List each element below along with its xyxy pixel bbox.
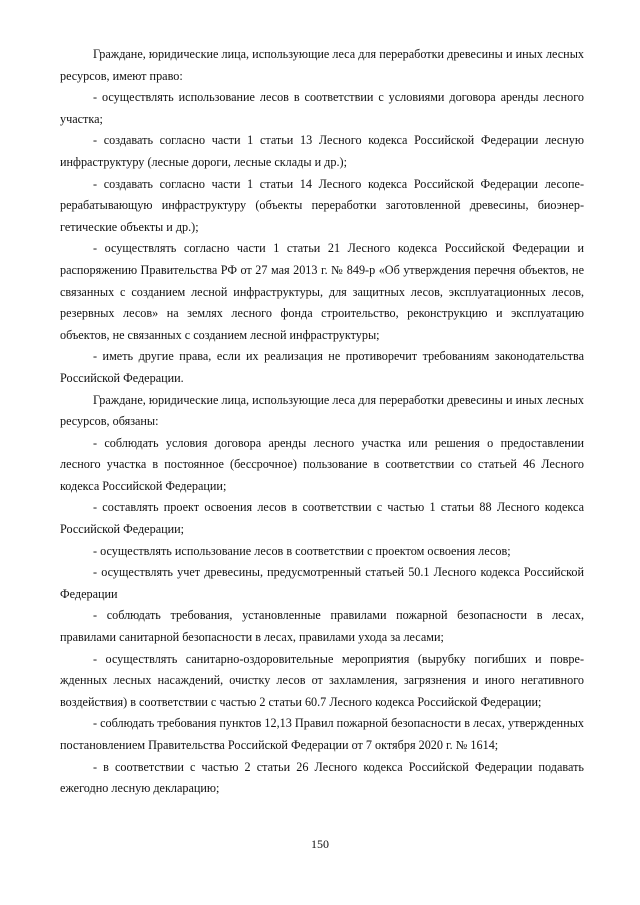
paragraph-obligation-fire-safety: - соблюдать требования пунктов 12,13 Правил пожарной безопасности в лесах, утвержденных постановлением Правительства Российской Федерации от 7 октября 2020 г. № 1614; [60, 716, 584, 752]
paragraph-right-construction: - осуществлять согласно части 1 статьи 21 Лесного кодекса Российской Федерации и распоряжению Правительства РФ от 27 мая 2013 г. № 849-р «Об утверждения перечня объектов, не связанных с созданием лесной инфраструктуры, для защитных лесов, эксплуатационных лесов, резервных лесов» на землях лесного фонда строительство, реконструкцию и эксплуатацию объектов, не связанных с созданием лесной инфраструктуры; [60, 241, 584, 342]
paragraph-right-use-forests: - осуществлять использование лесов в соответствии с условиями договора аренды лесного участка; [60, 90, 584, 126]
paragraph-obligations-intro: Граждане, юридические лица, использующие леса для переработки древесины и иных лесных ресурсов, обязаны: [60, 392, 584, 429]
paragraph-right-other: - иметь другие права, если их реализация не противоречит требованиям законодательства Российской Федерации. [60, 349, 584, 385]
page-number: 150 [311, 837, 329, 851]
paragraph-right-processing-infrastructure: - создавать согласно части 1 статьи 14 Лесного кодекса Российской Федерации лесоперерабатывающую инфраструктуру (объекты переработки заготовленной древесины, биоэнергетические объекты и др.); [60, 176, 584, 234]
paragraph-obligation-safety-rules: - соблюдать требования, установленные правилами пожарной безопасности в лесах, правилами санитарной безопасности в лесах, правилами ухода за лесами; [60, 608, 584, 645]
paragraph-obligation-use-per-project: - осуществлять использование лесов в соответствии с проектом освоения лесов; [93, 543, 511, 558]
paragraph-obligation-timber-accounting: - осуществлять учет древесины, предусмотренный статьей 50.1 Лесного кодекса Российской Федерации [60, 565, 584, 601]
paragraph-obligation-lease-terms: - соблюдать условия договора аренды лесного участка или решения о предоставлении лесного участка в постоянное (бессрочное) пользование в соответствии со статьей 46 Лесного кодекса Российской Федерации; [60, 435, 584, 493]
document-body [60, 44, 584, 800]
paragraph-obligation-declaration: - в соответствии с частью 2 статьи 26 Лесного кодекса Российской Федерации подавать ежегодно лесную декларацию; [60, 759, 584, 796]
paragraph-obligation-development-project: - составлять проект освоения лесов в соответствии с частью 1 статьи 88 Лесного кодекса Российской Федерации; [60, 500, 584, 537]
paragraph-right-forest-infrastructure: - создавать согласно части 1 статьи 13 Лесного кодекса Российской Федерации лесную инфраструктуру (лесные дороги, лесные склады и др.); [60, 133, 584, 169]
paragraph-rights-intro: Граждане, юридические лица, использующие леса для переработки древесины и иных лесных ресурсов, имеют право: [60, 47, 584, 83]
paragraph-obligation-sanitary-measures: - осуществлять санитарно-оздоровительные мероприятия (вырубку погибших и поврежденных лесных насаждений, очистку лесов от захламления, загрязнения и иного негативного воздействия) в соответствии с частью 2 статьи 60.7 Лесного кодекса Российской Федерации; [60, 651, 584, 709]
